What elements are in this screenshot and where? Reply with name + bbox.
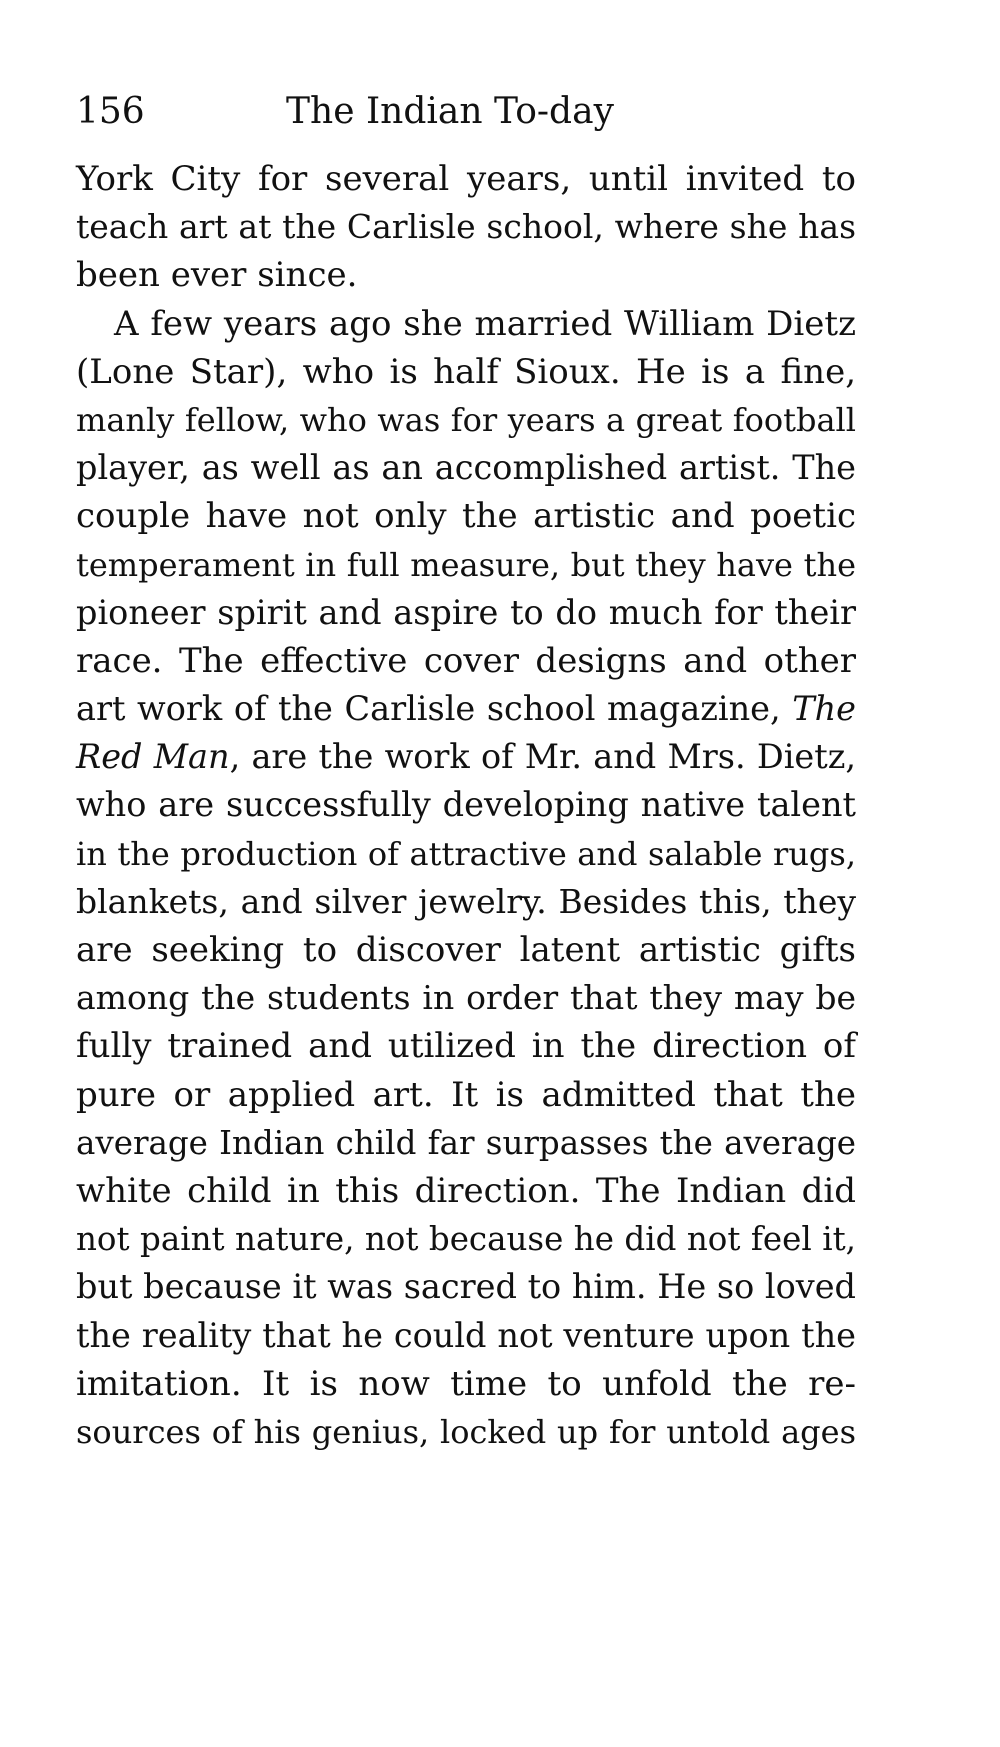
text-line: blankets, and silver jewelry. Besides this, they [76,881,856,921]
magazine-title-italic: Red Man [76,737,230,777]
line-text: , are the work of Mr. and Mrs. Dietz, [229,737,857,777]
text-line [76,685,856,733]
text-line: fully trained and utilized in the direction of [76,1026,856,1067]
text-line: who are successfully developing native talent [76,785,856,825]
text-line: average Indian child far surpasses the average [76,1123,856,1162]
text-line: sources of his genius, locked up for untold ages [76,1412,856,1451]
text-line: been ever since. [76,255,358,296]
text-line: temperament in full measure, but they have the [76,545,856,584]
text-line: (Lone Star), who is half Sioux. He is a fine, [76,351,856,392]
text-line: white child in this direction. The Indian did [76,1170,856,1211]
text-line: pioneer spirit and aspire to do much for their [76,592,856,632]
text-line: the reality that he could not venture upon the [76,1315,856,1355]
text-line: are seeking to discover latent artistic gifts [76,930,856,970]
running-title: The Indian To-day [286,91,614,132]
text-line: player, as well as an accomplished artist. The [76,448,856,488]
text-line: in the production of attractive and salable rugs, [76,834,856,873]
text-line: among the students in order that they may be [76,978,856,1018]
text-line [76,733,856,781]
text-line: pure or applied art. It is admitted that the [76,1074,856,1115]
text-line: manly fellow, who was for years a great football [76,400,856,439]
text-line: race. The effective cover designs and other [76,640,856,681]
text-line: teach art at the Carlisle school, where she has [76,207,856,247]
line-text: art work of the Carlisle school magazine, [76,689,793,729]
text-line: couple have not only the artistic and poetic [76,496,856,537]
text-line: York City for several years, until invited to [76,159,856,199]
paragraph-start-line: A few years ago she married William Dietz [114,303,856,344]
text-line: but because it was sacred to him. He so loved [76,1267,856,1307]
running-head [76,82,856,142]
magazine-title-italic: The [792,689,856,729]
text-line: not paint nature, not because he did not feel it, [76,1220,856,1259]
page-number: 156 [76,91,145,132]
text-line: imitation. It is now time to unfold the re- [76,1363,856,1404]
body-text [76,155,856,1456]
